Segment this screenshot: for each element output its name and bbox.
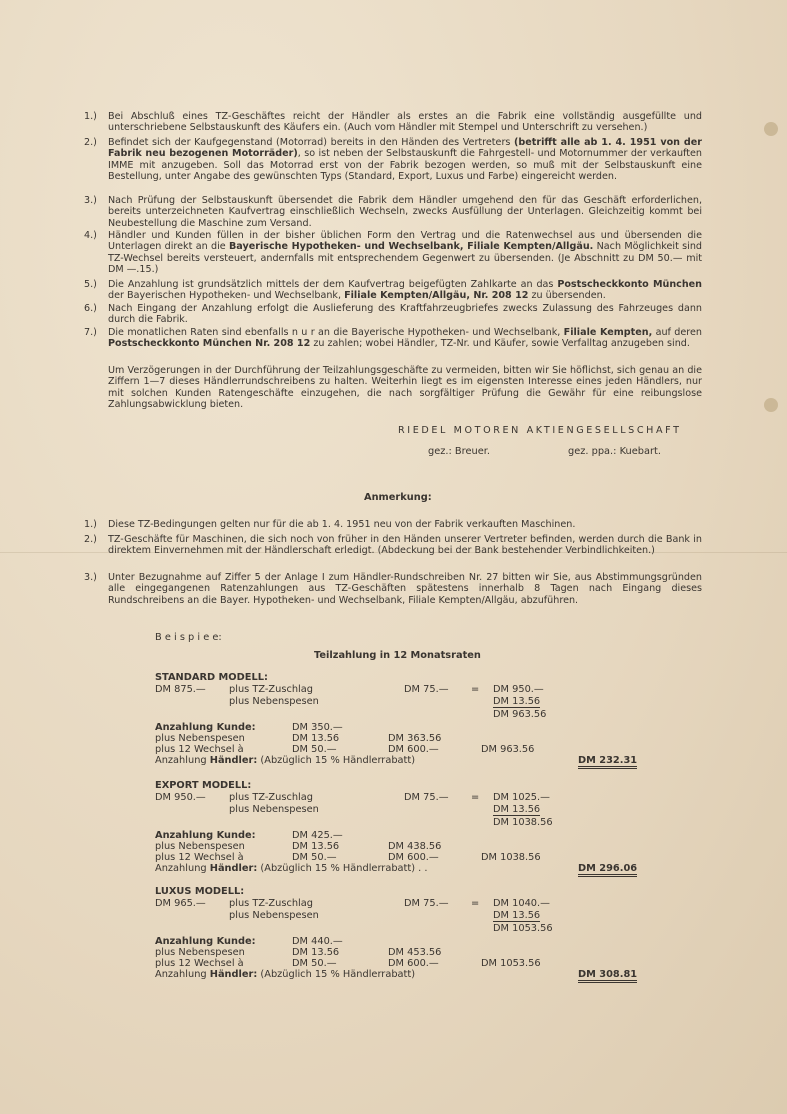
signature-breuer: gez.: Breuer. bbox=[428, 446, 490, 457]
fees-total: DM 453.56 bbox=[388, 947, 442, 958]
grand-total: DM 1038.56 bbox=[481, 852, 541, 863]
clause-text-part: Die Anzahlung ist grundsätzlich mittels der dem Kaufvertrag beigefügten Zahlkarte an das bbox=[108, 279, 558, 290]
clause-text-part: zu zahlen; wobei Händler, TZ-Nr. und Käufer, sowie Verfalltag anzugeben sind. bbox=[310, 338, 690, 350]
bills-label: plus 12 Wechsel à bbox=[155, 958, 244, 969]
bills-total: DM 600.— bbox=[388, 852, 439, 863]
sum-total: DM 1053.56 bbox=[493, 923, 553, 934]
clause-text-part: Die monatlichen Raten sind ebenfalls n u r an die Bayerische Hypotheken- und Wechselbank, bbox=[108, 327, 564, 338]
clause-text bbox=[108, 327, 702, 350]
clause-text-part: Händler und Kunden füllen in der bisher üblichen Form den Vertrag und die Ratenwechsel aus und übersenden die Unterlagen direkt an die bbox=[108, 230, 702, 253]
punch-hole bbox=[764, 122, 778, 136]
clause-text-bold: Postscheckkonto München bbox=[557, 279, 702, 290]
fees-total: DM 363.56 bbox=[388, 733, 442, 744]
note-text: TZ-Geschäfte für Maschinen, die sich noch von früher in den Händen unserer Vertreter befinden, werden durch die Bank in direktem Einvernehmen mit der Händlerschaft erledigt. (Abdeckung bei der Bank bestehender Verbindlichkeiten.) bbox=[108, 534, 702, 557]
clause-number: 5.) bbox=[84, 279, 97, 290]
clause-text-bold: Filiale Kempten/Allgäu, Nr. 208 12 bbox=[344, 290, 529, 302]
clause-text: Nach Eingang der Anzahlung erfolgt die Auslieferung des Kraftfahrzeugbriefes zwecks Zulassung des Fahrzeuges dann durch die Fabrik. bbox=[108, 303, 702, 326]
down-payment-amount: DM 440.— bbox=[292, 936, 343, 947]
clause-text bbox=[108, 279, 702, 302]
clause-text-bold: (betrifft alle ab 1. 4. 1951 von der Fabrik neu bezogenen Motorräder) bbox=[108, 137, 702, 160]
model-price: DM 950.— bbox=[155, 792, 206, 803]
note-text: Diese TZ-Bedingungen gelten nur für die ab 1. 4. 1951 neu von der Fabrik verkauften Maschinen. bbox=[108, 519, 576, 530]
sum-fees: DM 13.56 bbox=[493, 804, 541, 815]
dealer-label-bold: Händler: bbox=[209, 863, 258, 874]
down-payment-amount: DM 350.— bbox=[292, 722, 343, 733]
examples-label: B e i s p i e e: bbox=[155, 632, 222, 643]
sum-base: DM 950.— bbox=[493, 684, 544, 695]
note-number: 1.) bbox=[84, 519, 97, 530]
surcharge-amount: DM 75.— bbox=[404, 898, 449, 909]
clause-text-part: zu übersenden. bbox=[528, 290, 606, 302]
note-text: Unter Bezugnahme auf Ziffer 5 der Anlage I zum Händler-Rundschreiben Nr. 27 bitten wir Sie, aus Abstimmungsgründen alle eingegangenen Ratenzahlungen aus TZ-Geschäften spätestens innerhalb 8 Tagen nach Eingang dieses Rundschreibens an die Bayer. Hypotheken- und Wechselbank, Filiale Kempten/Allgäu, abzuführen. bbox=[108, 572, 702, 606]
dealer-amount: DM 296.06 bbox=[578, 863, 637, 877]
grand-total: DM 963.56 bbox=[481, 744, 535, 755]
fees-total: DM 438.56 bbox=[388, 841, 442, 852]
signature-kuebart: gez. ppa.: Kuebart. bbox=[568, 446, 661, 457]
company-name: RIEDEL MOTOREN AKTIENGESELLSCHAFT bbox=[398, 425, 682, 436]
examples-title: Teilzahlung in 12 Monatsraten bbox=[314, 650, 481, 661]
grand-total: DM 1053.56 bbox=[481, 958, 541, 969]
fees-row-label: plus Nebenspesen bbox=[155, 947, 245, 958]
dealer-label: Anzahlung bbox=[155, 755, 210, 766]
clause-text: Nach Prüfung der Selbstauskunft übersendet die Fabrik dem Händler umgehend den für das Geschäft erforderlichen, bereits unterzeichneten Kaufvertrag einschließlich Wechseln, zwecks Ausfüllung der Unterlagen. Gleichzeitig kommt bei Neubestellung die Maschine zum Versand. bbox=[108, 195, 702, 229]
equals-sign: = bbox=[471, 792, 480, 803]
clause-number: 6.) bbox=[84, 303, 97, 314]
note-number: 3.) bbox=[84, 572, 97, 583]
bills-label: plus 12 Wechsel à bbox=[155, 744, 244, 755]
clause-number: 2.) bbox=[84, 137, 97, 148]
surcharge-label: plus TZ-Zuschlag bbox=[229, 792, 313, 803]
punch-hole bbox=[764, 398, 778, 412]
dealer-label-bold: Händler: bbox=[209, 755, 258, 766]
bills-total: DM 600.— bbox=[388, 958, 439, 969]
fees-label: plus Nebenspesen bbox=[229, 804, 319, 815]
bill-amount: DM 50.— bbox=[292, 958, 337, 969]
bill-amount: DM 50.— bbox=[292, 852, 337, 863]
clause-text-part: der Bayerischen Hypotheken- und Wechselbank, bbox=[108, 290, 345, 302]
down-payment-label: Anzahlung Kunde: bbox=[155, 936, 256, 947]
model-price: DM 875.— bbox=[155, 684, 206, 695]
clause-text-bold: Bayerische Hypotheken- und Wechselbank, Filiale Kempten/Allgäu. bbox=[229, 241, 594, 253]
clause-text bbox=[108, 230, 702, 275]
fees-amount: DM 13.56 bbox=[292, 733, 340, 744]
fees-row-label: plus Nebenspesen bbox=[155, 841, 245, 852]
clause-text-bold: Postscheckkonto München Nr. 208 12 bbox=[108, 338, 311, 350]
clause-number: 4.) bbox=[84, 230, 97, 241]
dealer-label: Anzahlung bbox=[155, 863, 210, 874]
surcharge-amount: DM 75.— bbox=[404, 684, 449, 695]
dealer-amount: DM 308.81 bbox=[578, 969, 637, 983]
model-name: LUXUS MODELL: bbox=[155, 886, 245, 897]
clause-number: 7.) bbox=[84, 327, 97, 338]
dealer-label-bold: Händler: bbox=[209, 969, 258, 980]
clause-text: Bei Abschluß eines TZ-Geschäftes reicht der Händler als erstes an die Fabrik eine vollständig ausgefüllte und unterschriebene Selbstauskunft des Käufers ein. (Auch vom Händler mit Stempel und Unterschrift zu versehen.) bbox=[108, 111, 702, 134]
equals-sign: = bbox=[471, 898, 480, 909]
dealer-payment-line bbox=[155, 969, 415, 980]
clause-text-part: , so ist neben der Selbstauskunft die Fahrgestell- und Motornummer der verkauften IMME mit anzugeben. Soll das Motorrad erst von der Fabrik bezogen werden, so muß mit der Selbstauskunft eine Bestellung, unter Angabe des gewünschten Typs (Standard, Export, Luxus und Farbe) eingereicht werden. bbox=[108, 148, 702, 182]
clause-number: 3.) bbox=[84, 195, 97, 206]
sum-total: DM 1038.56 bbox=[493, 817, 553, 828]
clause-text-part: Nach Möglichkeit sind TZ-Wechsel bereits versteuert, andernfalls mit entsprechendem Gegenwert zu übersenden. (Je Abschnitt zu DM 50.— mit DM —.15.) bbox=[108, 241, 703, 275]
fees-amount: DM 13.56 bbox=[292, 947, 340, 958]
sum-base: DM 1025.— bbox=[493, 792, 550, 803]
dealer-note: (Abzüglich 15 % Händlerrabatt) bbox=[257, 755, 416, 766]
note-number: 2.) bbox=[84, 534, 97, 545]
dealer-note: (Abzüglich 15 % Händlerrabatt) bbox=[257, 969, 416, 980]
down-payment-amount: DM 425.— bbox=[292, 830, 343, 841]
note-heading: Anmerkung: bbox=[364, 492, 432, 503]
sum-fees: DM 13.56 bbox=[493, 696, 541, 707]
clause-text-part: auf deren bbox=[652, 327, 702, 338]
clause-text-bold: Filiale Kempten, bbox=[563, 327, 653, 338]
dealer-label: Anzahlung bbox=[155, 969, 210, 980]
sum-base: DM 1040.— bbox=[493, 898, 550, 909]
model-name: EXPORT MODELL: bbox=[155, 780, 252, 791]
equals-sign: = bbox=[471, 684, 480, 695]
dealer-amount: DM 232.31 bbox=[578, 755, 637, 769]
bills-total: DM 600.— bbox=[388, 744, 439, 755]
fees-label: plus Nebenspesen bbox=[229, 910, 319, 921]
dealer-note: (Abzüglich 15 % Händlerrabatt) . . bbox=[257, 863, 428, 874]
model-name: STANDARD MODELL: bbox=[155, 672, 268, 683]
sum-total: DM 963.56 bbox=[493, 709, 547, 720]
closing-paragraph: Um Verzögerungen in der Durchführung der Teilzahlungsgeschäfte zu vermeiden, bitten wir Sie höflichst, sich genau an die Ziffern 1—7 dieses Händlerrundschreibens zu halten. Weiterhin liegt es im eigensten Interesse eines jeden Händlers, nur mit solchen Kunden Ratengeschäfte einzugehen, die nach sorgfältiger Prüfung die Gewähr für eine reibungslose Zahlungsabwicklung bieten. bbox=[108, 365, 702, 410]
fees-label: plus Nebenspesen bbox=[229, 696, 319, 707]
fees-amount: DM 13.56 bbox=[292, 841, 340, 852]
clause-text-part: Befindet sich der Kaufgegenstand (Motorrad) bereits in den Händen des Vertreters bbox=[108, 137, 514, 148]
clause-number: 1.) bbox=[84, 111, 97, 122]
down-payment-label: Anzahlung Kunde: bbox=[155, 830, 256, 841]
dealer-payment-line bbox=[155, 863, 428, 874]
bill-amount: DM 50.— bbox=[292, 744, 337, 755]
surcharge-amount: DM 75.— bbox=[404, 792, 449, 803]
sum-fees: DM 13.56 bbox=[493, 910, 541, 921]
surcharge-label: plus TZ-Zuschlag bbox=[229, 898, 313, 909]
model-price: DM 965.— bbox=[155, 898, 206, 909]
down-payment-label: Anzahlung Kunde: bbox=[155, 722, 256, 733]
clause-text bbox=[108, 137, 702, 182]
dealer-payment-line bbox=[155, 755, 415, 766]
fees-row-label: plus Nebenspesen bbox=[155, 733, 245, 744]
bills-label: plus 12 Wechsel à bbox=[155, 852, 244, 863]
surcharge-label: plus TZ-Zuschlag bbox=[229, 684, 313, 695]
